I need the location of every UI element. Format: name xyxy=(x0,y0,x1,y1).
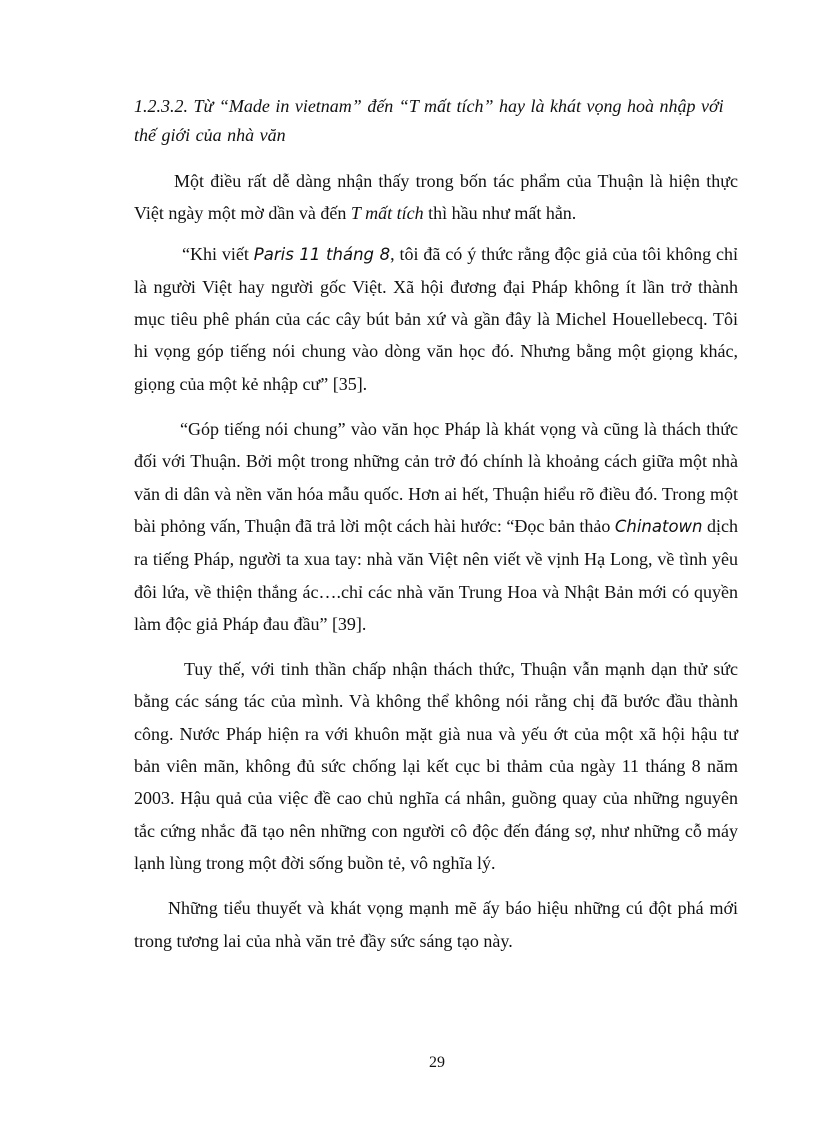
paragraph-2-title: Paris 11 tháng 8 xyxy=(253,244,391,264)
paragraph-3 xyxy=(134,413,738,640)
paragraph-2 xyxy=(134,238,738,400)
page-body xyxy=(134,92,738,970)
paragraph-3-text-b: dịch ra tiếng Pháp, người ta xua tay: nhà văn Việt nên viết về vịnh Hạ Long, về tình yêu đôi lứa, về thiện thắng ác….chỉ các nhà văn Trung Hoa và Nhật Bản mới có quyền làm độc giả Pháp đau đầu” [39]. xyxy=(134,515,738,634)
paragraph-3-title: Chinatown xyxy=(614,516,703,536)
paragraph-2-text-b: , tôi đã có ý thức rằng độc giả của tôi không chỉ là người Việt hay người gốc Việt. Xã hội đương đại Pháp không ít lần trở thành mục tiêu phê phán của các cây bút bản xứ và gần đây là Michel Houellebecq. Tôi hi vọng góp tiếng nói chung vào dòng văn học đó. Nhưng bằng một giọng khác, giọng của một kẻ nhập cư” [35]. xyxy=(134,243,738,394)
paragraph-3-text-a: “Góp tiếng nói chung” vào văn học Pháp là khát vọng và cũng là thách thức đối với Thuận. Bởi một trong những cản trở đó chính là khoảng cách giữa một nhà văn di dân và nền văn hóa mẫu quốc. Hơn ai hết, Thuận hiểu rõ điều đó. Trong một bài phỏng vấn, Thuận đã trả lời một cách hài hước: “Đọc bản thảo xyxy=(134,419,738,536)
paragraph-1-title: T mất tích xyxy=(350,203,424,224)
paragraph-5: Những tiểu thuyết và khát vọng mạnh mẽ ấy báo hiệu những cú đột phá mới trong tương lai của nhà văn trẻ đầy sức sáng tạo này. xyxy=(134,898,738,951)
paragraph-1-text-b: thì hầu như mất hẳn. xyxy=(423,203,577,224)
paragraph-4: Tuy thế, với tinh thần chấp nhận thách thức, Thuận vẫn mạnh dạn thử sức bằng các sáng tác của mình. Và không thể không nói rằng chị đã bước đầu thành công. Nước Pháp hiện ra với khuôn mặt già nua và yếu ớt của một xã hội hậu tư bản viên mãn, không đủ sức chống lại kết cục bi thảm của ngày 11 tháng 8 năm 2003. Hậu quả của việc đề cao chủ nghĩa cá nhân, guồng quay của những nguyên tắc cứng nhắc đã tạo nên những con người cô độc đến đáng sợ, như những cỗ máy lạnh lùng trong một đời sống buồn tẻ, vô nghĩa lý. xyxy=(134,659,738,873)
section-heading: 1.2.3.2. Từ “Made in vietnam” đến “T mất tích” hay là khát vọng hoà nhập với thế giới của nhà văn xyxy=(134,96,724,145)
paragraph-2-text-a: “Khi viết xyxy=(182,243,254,264)
paragraph-1 xyxy=(134,165,738,230)
paragraph-1-text-a: Một điều rất dễ dàng nhận thấy trong bốn tác phẩm của Thuận là hiện thực Việt ngày một mờ dần và đến xyxy=(134,171,738,224)
page-number: 29 xyxy=(429,1054,445,1071)
